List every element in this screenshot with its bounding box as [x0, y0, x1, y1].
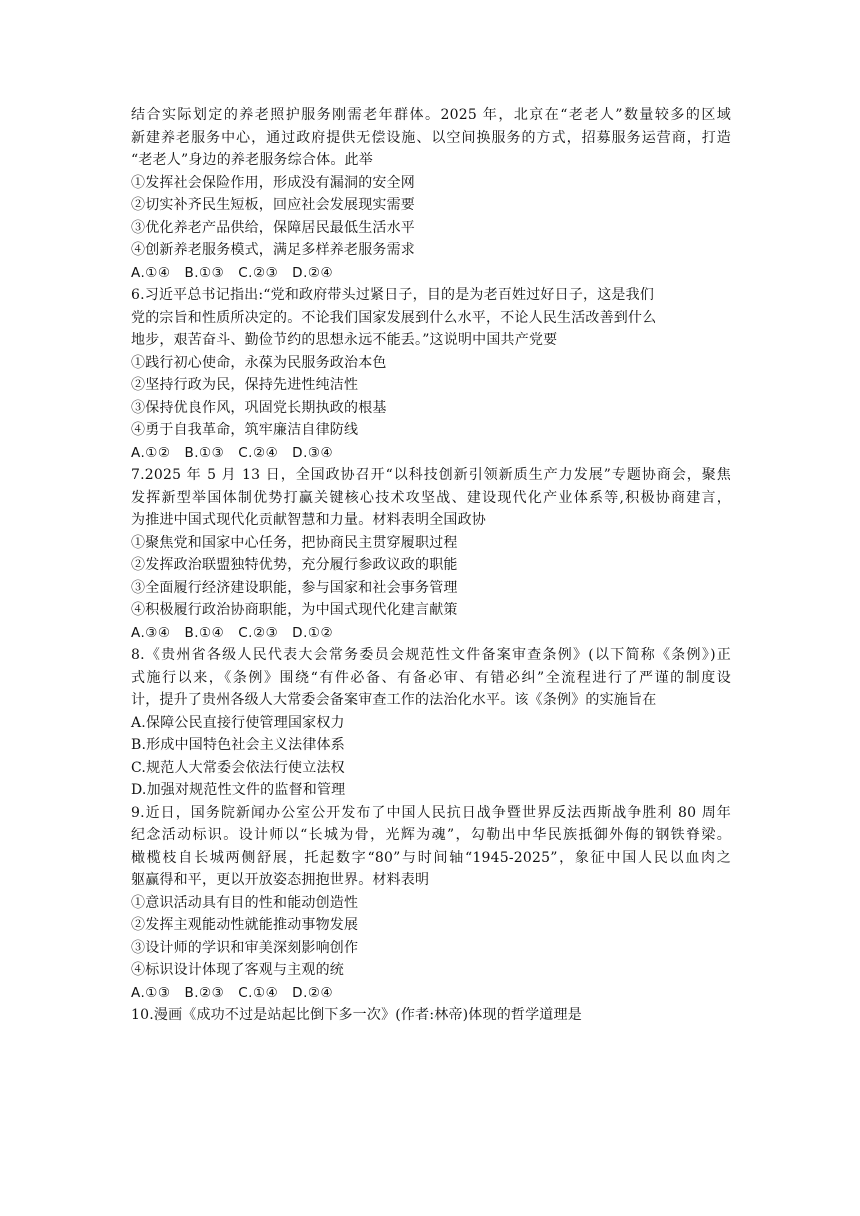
- question-8-stem-line: 8.《贵州省各级人民代表大会常务委员会规范性文件备案审查条例》(以下简称《条例》)正: [131, 647, 731, 663]
- question-5-stem-line: 结合实际划定的养老照护服务刚需老年群体。2025 年，北京在“老老人”数量较多的区域: [131, 107, 731, 123]
- question-6-answer-choices: A.①② B.①③ C.②④ D.③④: [131, 444, 334, 461]
- question-9-option: ②发挥主观能动性就能推动事物发展: [131, 917, 359, 933]
- question-7-stem-line: 发挥新型举国体制优势打赢关键核心技术攻坚战、建设现代化产业体系等,积极协商建言，: [131, 489, 731, 506]
- question-9-stem-line: 9.近日，国务院新闻办公室公开发布了中国人民抗日战争暨世界反法西斯战争胜利 80 周年: [131, 804, 731, 821]
- question-7-option: ①聚焦党和国家中心任务，把协商民主贯穿履职过程: [131, 534, 458, 551]
- question-6-option: ④勇于自我革命，筑牢廉洁自律防线: [131, 422, 359, 438]
- question-8-stem-line: 式施行以来，《条例》围绕“有件必备、有备必审、有错必纠”全流程进行了严谨的制度设: [131, 669, 731, 686]
- question-8-option: D.加强对规范性文件的监督和管理: [131, 782, 346, 798]
- question-9-stem-line: 躯赢得和平，更以开放姿态拥抱世界。材料表明: [131, 872, 430, 888]
- question-7-option: ④积极履行政治协商职能，为中国式现代化建言献策: [131, 602, 458, 618]
- question-7-stem-line: 7.2025 年 5 月 13 日，全国政协召开“以科技创新引领新质生产力发展”专题协商会，聚焦: [131, 467, 731, 483]
- question-9-option: ①意识活动具有目的性和能动创造性: [131, 894, 359, 911]
- question-9-option: ④标识设计体现了客观与主观的统: [131, 962, 344, 978]
- question-10-stem-line: 10.漫画《成功不过是站起比倒下多一次》(作者:林帝)体现的哲学道理是: [131, 1007, 582, 1023]
- question-6-option: ①践行初心使命，永葆为民服务政治本色: [131, 354, 387, 371]
- question-7-stem-line: 为推进中国式现代化贡献智慧和力量。材料表明全国政协: [131, 512, 486, 528]
- question-8-option: C.规范人大常委会依法行使立法权: [131, 759, 345, 776]
- question-9-stem-line: 橄榄枝自长城两侧舒展，托起数字“80”与时间轴“1945-2025”，象征中国人民以血肉之: [131, 849, 731, 866]
- question-9-answer-choices: A.①③ B.②③ C.①④ D.②④: [131, 984, 334, 1001]
- question-5-answer-choices: A.①④ B.①③ C.②③ D.②④: [131, 264, 334, 281]
- exam-page: [131, 104, 731, 1027]
- question-5-stem-line: “老老人”身边的养老服务综合体。此举: [131, 152, 373, 168]
- question-6: [131, 284, 731, 464]
- question-5: [131, 104, 731, 284]
- question-9-stem-line: 纪念活动标识。设计师以“长城为骨，光辉为魂”，勾勒出中华民族抵御外侮的钢铁脊梁。: [131, 827, 731, 843]
- question-6-option: ②坚持行政为民，保持先进性纯洁性: [131, 377, 359, 393]
- question-10: [131, 1004, 731, 1027]
- question-5-option: ③优化养老产品供给，保障居民最低生活水平: [131, 219, 415, 236]
- question-5-option: ①发挥社会保险作用，形成没有漏洞的安全网: [131, 174, 415, 191]
- question-9-option: ③设计师的学识和审美深刻影响创作: [131, 939, 359, 956]
- question-9: [131, 802, 731, 1005]
- question-7-option: ②发挥政治联盟独特优势，充分履行参政议政的职能: [131, 557, 458, 573]
- question-6-option: ③保持优良作风，巩固党长期执政的根基: [131, 399, 387, 416]
- question-7-answer-choices: A.③④ B.①④ C.②③ D.①②: [131, 624, 334, 641]
- question-5-option: ②切实补齐民生短板，回应社会发展现实需要: [131, 197, 415, 213]
- question-5-option: ④创新养老服务模式，满足多样养老服务需求: [131, 242, 415, 258]
- question-7: [131, 464, 731, 644]
- question-7-option: ③全面履行经济建设职能，参与国家和社会事务管理: [131, 579, 458, 596]
- question-5-stem-line: 新建养老服务中心，通过政府提供无偿设施、以空间换服务的方式，招募服务运营商，打造: [131, 129, 731, 146]
- question-8-stem-line: 计，提升了贵州各级人大常委会备案审查工作的法治化水平。该《条例》的实施旨在: [131, 692, 657, 708]
- question-8-option: B.形成中国特色社会主义法律体系: [131, 737, 345, 753]
- question-8: [131, 644, 731, 802]
- question-6-stem-line: 党的宗旨和性质所决定的。不论我们国家发展到什么水平，不论人民生活改善到什么: [131, 309, 657, 326]
- question-8-option: A.保障公民直接行使管理国家权力: [131, 714, 345, 731]
- question-6-stem-line: 6.习近平总书记指出:“党和政府带头过紧日子，目的是为老百姓过好日子，这是我们: [131, 287, 655, 303]
- question-6-stem-line: 地步，艰苦奋斗、勤俭节约的思想永远不能丢。”这说明中国共产党要: [131, 332, 558, 348]
